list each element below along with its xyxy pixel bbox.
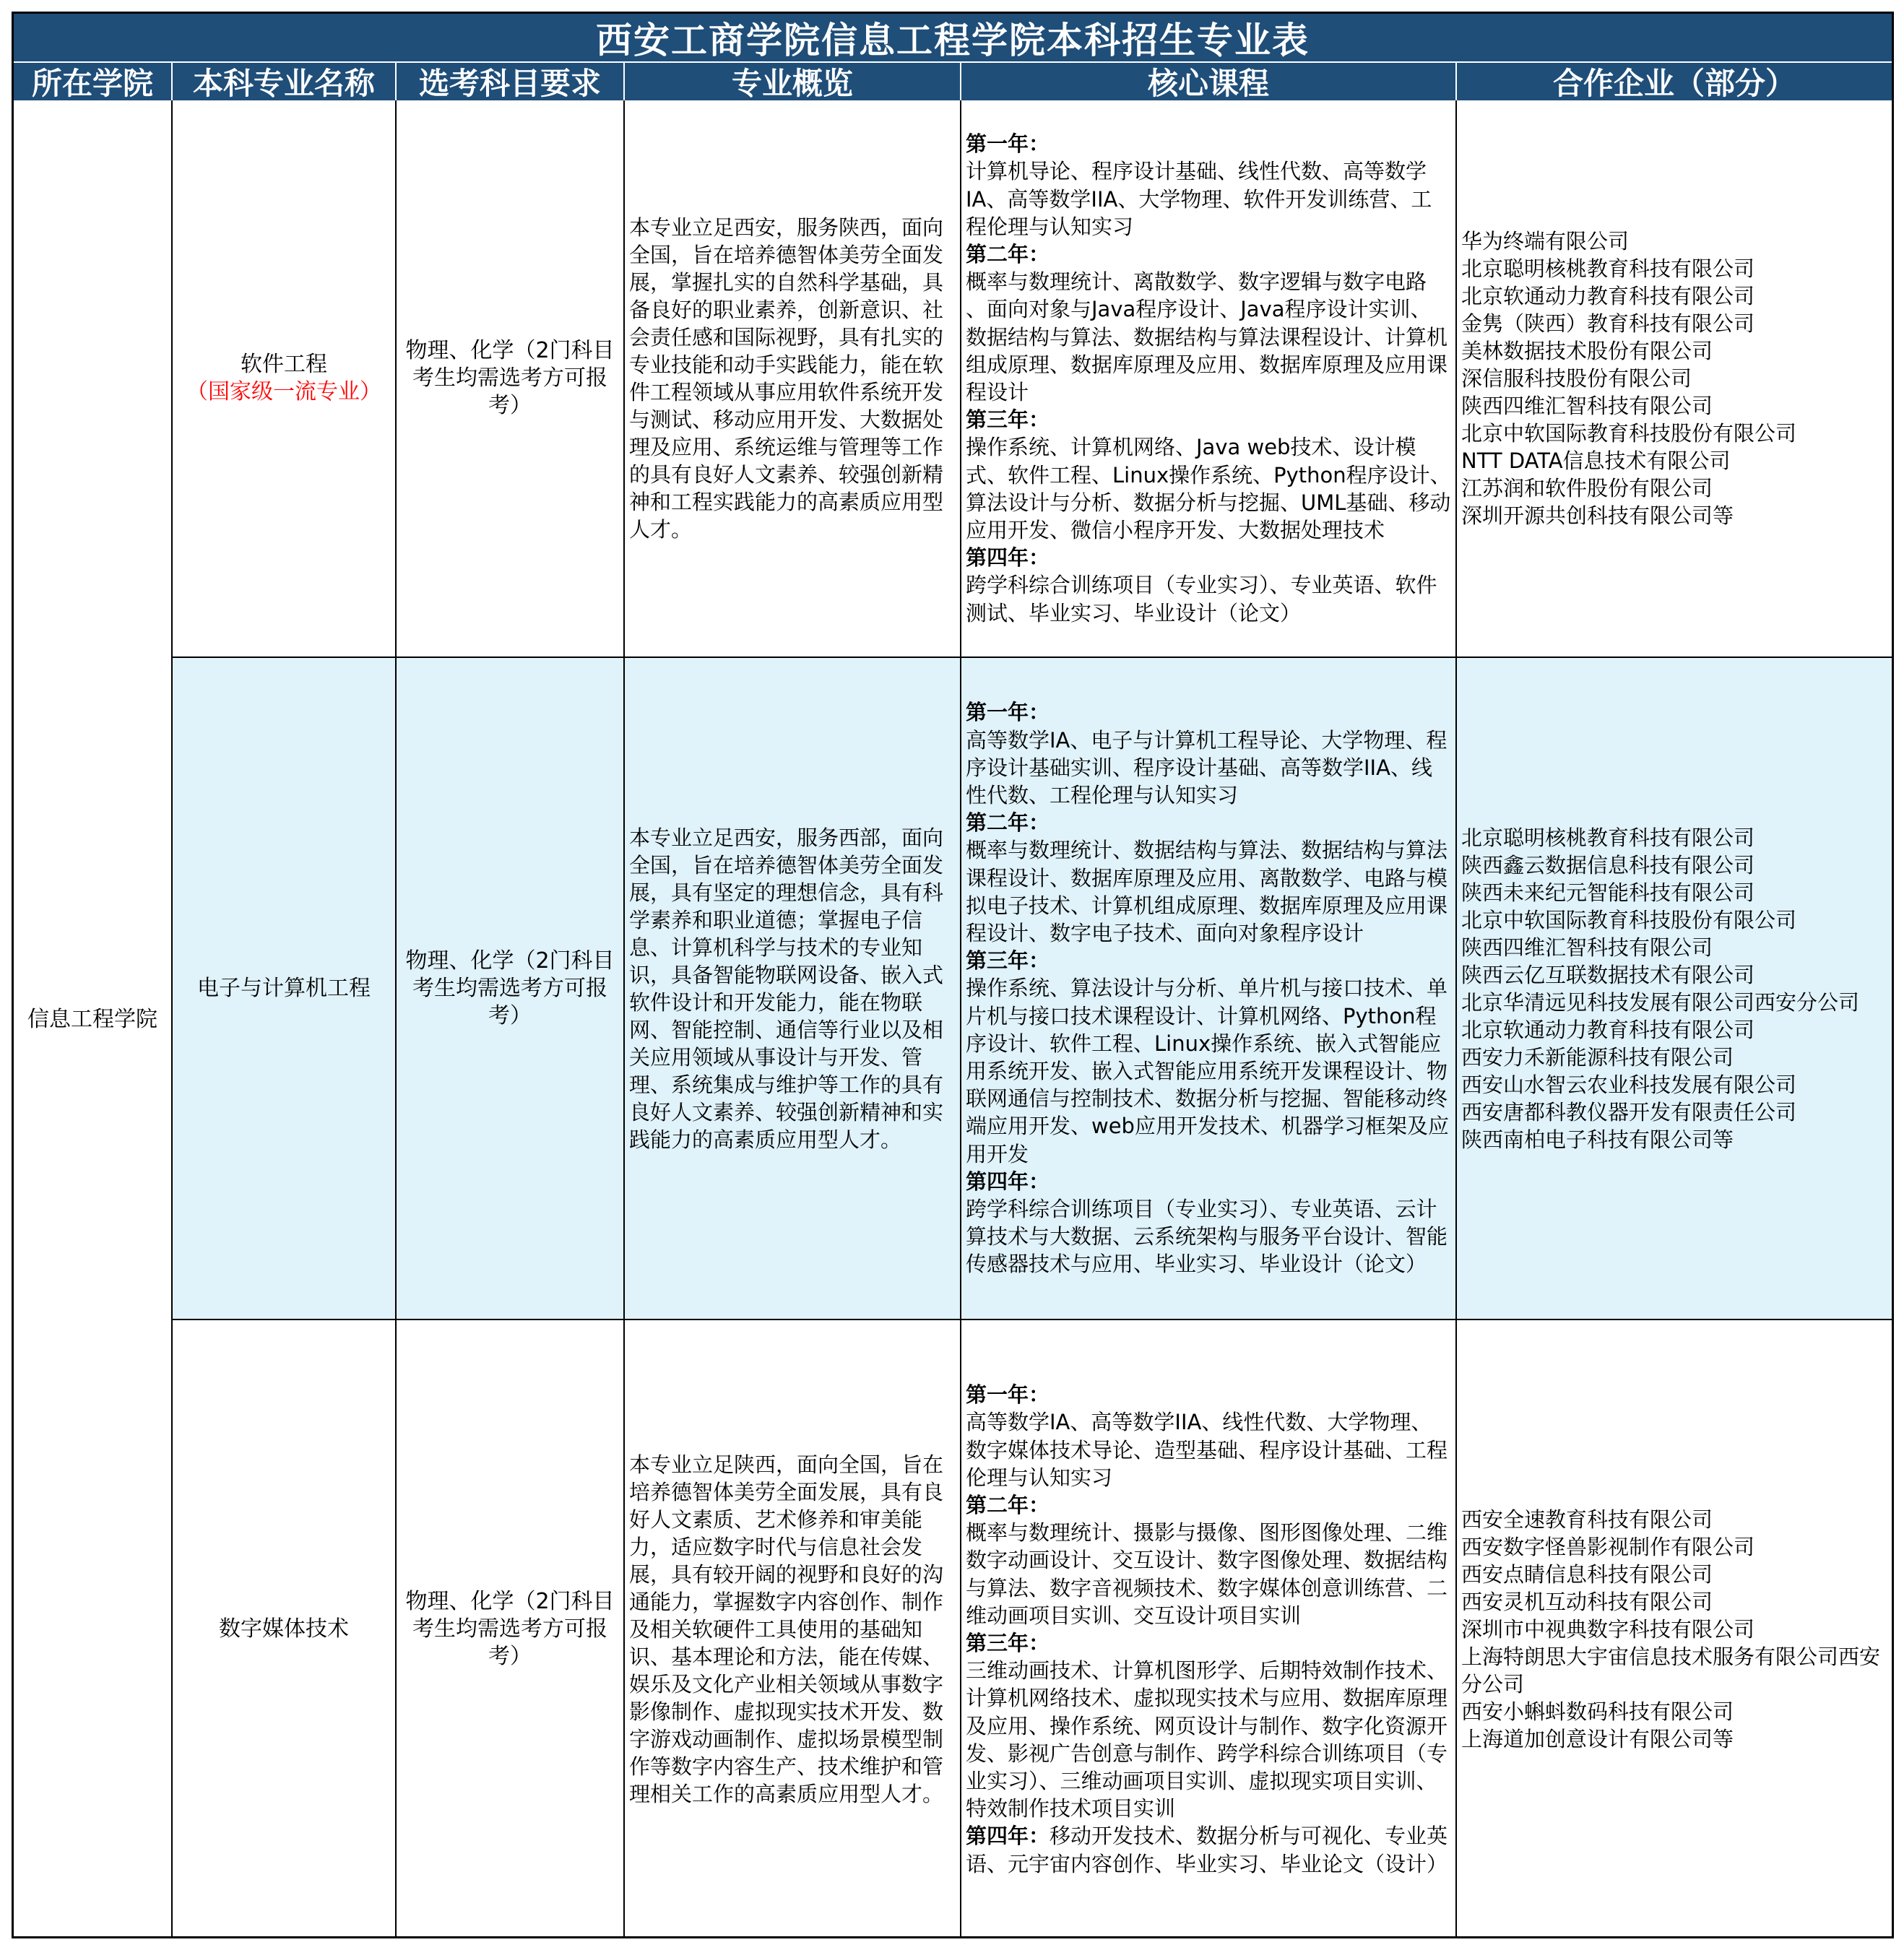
major-name: 数字媒体技术 [219,1616,349,1642]
partner-item: 华为终端有限公司 [1461,229,1630,254]
course-list: 计算机导论、程序设计基础、线性代数、高等数学IA、高等数学IIA、大学物理、软件开发训练营、工程伦理与认知实习 [966,159,1432,239]
overview-text: 本专业立足陕西，面向全国，旨在培养德智体美劳全面发展，具有良好人文素质、艺术修养和审美能力，适应数字时代与信息社会发展，具有较开阔的视野和良好的沟通能力，掌握数字内容创作、制作及相关软硬件工具使用的基础知识、基本理论和方法，能在传媒、娱乐及文化产业相关领域从事数字影像制作、虚拟现实技术开发、数字游戏动画制作、虚拟场景模型制作等数字内容生产、技术维护和管理相关工作的高素质应用型人才。 [629,1452,944,1806]
course-list: 跨学科综合训练项目（专业实习）、专业英语、软件测试、毕业实习、毕业设计（论文） [966,573,1437,625]
course-year: 第四年： [966,1824,1050,1849]
partner-item: 西安山水智云农业科技发展有限公司 [1461,1072,1797,1097]
partner-item: 西安点睛信息科技有限公司 [1461,1562,1713,1587]
major-cell [173,100,397,658]
partner-item: 北京聪明核桃教育科技有限公司 [1461,256,1755,281]
courses-cell [961,1320,1457,1938]
partner-item: 西安力禾新能源科技有限公司 [1461,1044,1734,1070]
partner-item: 深圳市中视典数字科技有限公司 [1461,1617,1755,1642]
overview-cell [625,1320,961,1938]
major-name: 软件工程 [241,352,327,377]
course-year: 第三年： [966,407,1050,433]
partners-cell [1457,100,1892,658]
course-list: 移动开发技术、数据分析与可视化、专业英语、元宇宙内容创作、毕业实习、毕业论文（设计） [966,1824,1448,1876]
partner-item: 上海特朗思大宇宙信息技术服务有限公司西安分公司 [1461,1644,1881,1696]
partner-item: 西安小蝌蚪数码科技有限公司 [1461,1699,1734,1724]
course-list: 三维动画技术、计算机图形学、后期特效制作技术、计算机网络技术、虚拟现实技术与应用、数据库原理及应用、操作系统、网页设计与制作、数字化资源开发、影视广告创意与制作、跨学科综合训练项目（专业实习）、三维动画项目实训、虚拟现实项目实训、特效制作技术项目实训 [966,1658,1448,1821]
partner-item: 北京中软国际教育科技股份有限公司 [1461,907,1797,932]
overview-cell [625,658,961,1320]
partner-item: 深圳开源共创科技有限公司等 [1461,503,1734,528]
course-list: 概率与数理统计、摄影与摄像、图形图像处理、二维数字动画设计、交互设计、数字图像处理、数据结构与算法、数字音视频技术、数字媒体创意训练营、二维动画项目实训、交互设计项目实训 [966,1520,1448,1628]
header-college: 所在学院 [14,63,173,100]
requirement-text: 物理、化学（2门科目考生均需选考方可报考） [405,338,615,418]
course-year: 第一年： [966,131,1050,157]
partner-item: 西安全速教育科技有限公司 [1461,1507,1713,1532]
partner-item: 上海道加创意设计有限公司等 [1461,1727,1734,1751]
requirement-cell [397,658,625,1320]
course-year: 第二年： [966,1492,1050,1517]
partner-item: NTT DATA信息技术有限公司 [1461,448,1731,473]
partners-cell [1457,658,1892,1320]
partner-item: 美林数据技术股份有限公司 [1461,339,1713,363]
course-list: 概率与数理统计、离散数学、数字逻辑与数字电路 、面向对象与Java程序设计、Java程序设计实训、数据结构与算法、数据结构与算法课程设计、计算机组成原理、数据库原理及应用、数据库原理及应用课程设计 [966,269,1448,404]
overview-cell [625,100,961,658]
requirement-text: 物理、化学（2门科目考生均需选考方可报考） [405,948,615,1028]
partner-item: 西安唐都科教仪器开发有限责任公司 [1461,1099,1797,1124]
requirement-text: 物理、化学（2门科目考生均需选考方可报考） [405,1589,615,1669]
course-list: 高等数学IA、高等数学IIA、线性代数、大学物理、数字媒体技术导论、造型基础、程序设计基础、工程伦理与认知实习 [966,1410,1448,1490]
header-major: 本科专业名称 [173,63,397,100]
partner-item: 北京中软国际教育科技股份有限公司 [1461,421,1797,446]
courses-cell [961,658,1457,1320]
partner-item: 北京华清远见科技发展有限公司西安分公司 [1461,989,1860,1015]
partners-cell [1457,1320,1892,1938]
course-list: 跨学科综合训练项目（专业实习）、专业英语、云计算技术与大数据、云系统架构与服务平台设计、智能传感器技术与应用、毕业实习、毕业设计（论文） [966,1197,1448,1277]
overview-text: 本专业立足西安，服务西部，面向全国，旨在培养德智体美劳全面发展，具有坚定的理想信念，具有科学素养和职业道德；掌握电子信息、计算机科学与技术的专业知识，具备智能物联网设备、嵌入式软件设计和开发能力，能在物联网、智能控制、通信等行业以及相关应用领域从事设计与开发、管理、系统集成与维护等工作的具有良好人文素养、较强创新精神和实践能力的高素质应用型人才。 [629,825,944,1152]
course-year: 第一年： [966,700,1050,725]
header-partners: 合作企业（部分） [1457,63,1892,100]
course-list: 概率与数理统计、数据结构与算法、数据结构与算法课程设计、数据库原理及应用、离散数学、电路与模拟电子技术、计算机组成原理、数据库原理及应用课程设计、数字电子技术、面向对象程序设计 [966,838,1448,945]
partner-item: 陕西四维汇智科技有限公司 [1461,394,1713,418]
partner-item: 深信服科技股份有限公司 [1461,366,1692,391]
partner-item: 金隽（陕西）教育科技有限公司 [1461,311,1755,336]
partner-item: 北京软通动力教育科技有限公司 [1461,1017,1755,1042]
course-list: 操作系统、算法设计与分析、单片机与接口技术、单片机与接口技术课程设计、计算机网络、Python程序设计、软件工程、Linux操作系统、嵌入式智能应用系统开发、嵌入式智能应用系统开发课程设计、物联网通信与控制技术、数据分析与挖掘、智能移动终端应用开发、web应用开发技术、机器学习框架及应用开发 [966,976,1449,1166]
course-list: 高等数学IA、电子与计算机工程导论、大学物理、程序设计基础实训、程序设计基础、高等数学IIA、线性代数、工程伦理与认知实习 [966,727,1448,807]
course-year: 第一年： [966,1382,1050,1408]
partner-item: 陕西未来纪元智能科技有限公司 [1461,880,1755,905]
course-year: 第二年： [966,241,1050,266]
course-year-inline [966,1822,1451,1877]
course-year: 第三年： [966,1631,1050,1655]
table-title: 西安工商学院信息工程学院本科招生专业表 [14,14,1892,63]
college-cell [14,100,173,1938]
enrollment-table [12,12,1894,1938]
partner-item: 江苏润和软件股份有限公司 [1461,476,1713,500]
major-cell [173,658,397,1320]
major-name: 电子与计算机工程 [197,975,371,1001]
partner-item: 西安灵机互动科技有限公司 [1461,1590,1713,1614]
course-year: 第三年： [966,948,1050,974]
partner-item: 陕西云亿互联数据技术有限公司 [1461,962,1755,987]
course-year: 第四年： [966,1169,1050,1194]
major-badge: （国家级一流专业） [186,379,381,404]
overview-text: 本专业立足西安，服务陕西，面向全国，旨在培养德智体美劳全面发展，掌握扎实的自然科学基础，具备良好的职业素养，创新意识、社会责任感和国际视野，具有扎实的专业技能和动手实践能力，能在软件工程领域从事应用软件系统开发与测试、移动应用开发、大数据处理及应用、系统运维与管理等工作的具有良好人文素养、较强创新精神和工程实践能力的高素质应用型人才。 [629,215,944,542]
partner-item: 陕西四维汇智科技有限公司 [1461,935,1713,960]
partner-item: 北京聪明核桃教育科技有限公司 [1461,825,1755,850]
partner-item: 北京软通动力教育科技有限公司 [1461,284,1755,308]
header-courses: 核心课程 [961,63,1457,100]
requirement-cell [397,100,625,658]
college-name: 信息工程学院 [27,1006,157,1032]
course-list: 操作系统、计算机网络、Java web技术、设计模式、软件工程、Linux操作系统、Python程序设计、算法设计与分析、数据分析与挖掘、UML基础、移动应用开发、微信小程序开发、大数据处理技术 [966,435,1451,543]
partner-item: 西安数字怪兽影视制作有限公司 [1461,1535,1755,1559]
header-overview: 专业概览 [625,63,961,100]
courses-cell [961,100,1457,658]
course-year: 第四年： [966,545,1050,571]
major-cell [173,1320,397,1938]
partner-item: 陕西鑫云数据信息科技有限公司 [1461,852,1755,878]
header-requirement: 选考科目要求 [397,63,625,100]
course-year: 第二年： [966,810,1050,836]
header-row [14,63,1892,100]
partner-item: 陕西南柏电子科技有限公司等 [1461,1127,1734,1152]
requirement-cell [397,1320,625,1938]
